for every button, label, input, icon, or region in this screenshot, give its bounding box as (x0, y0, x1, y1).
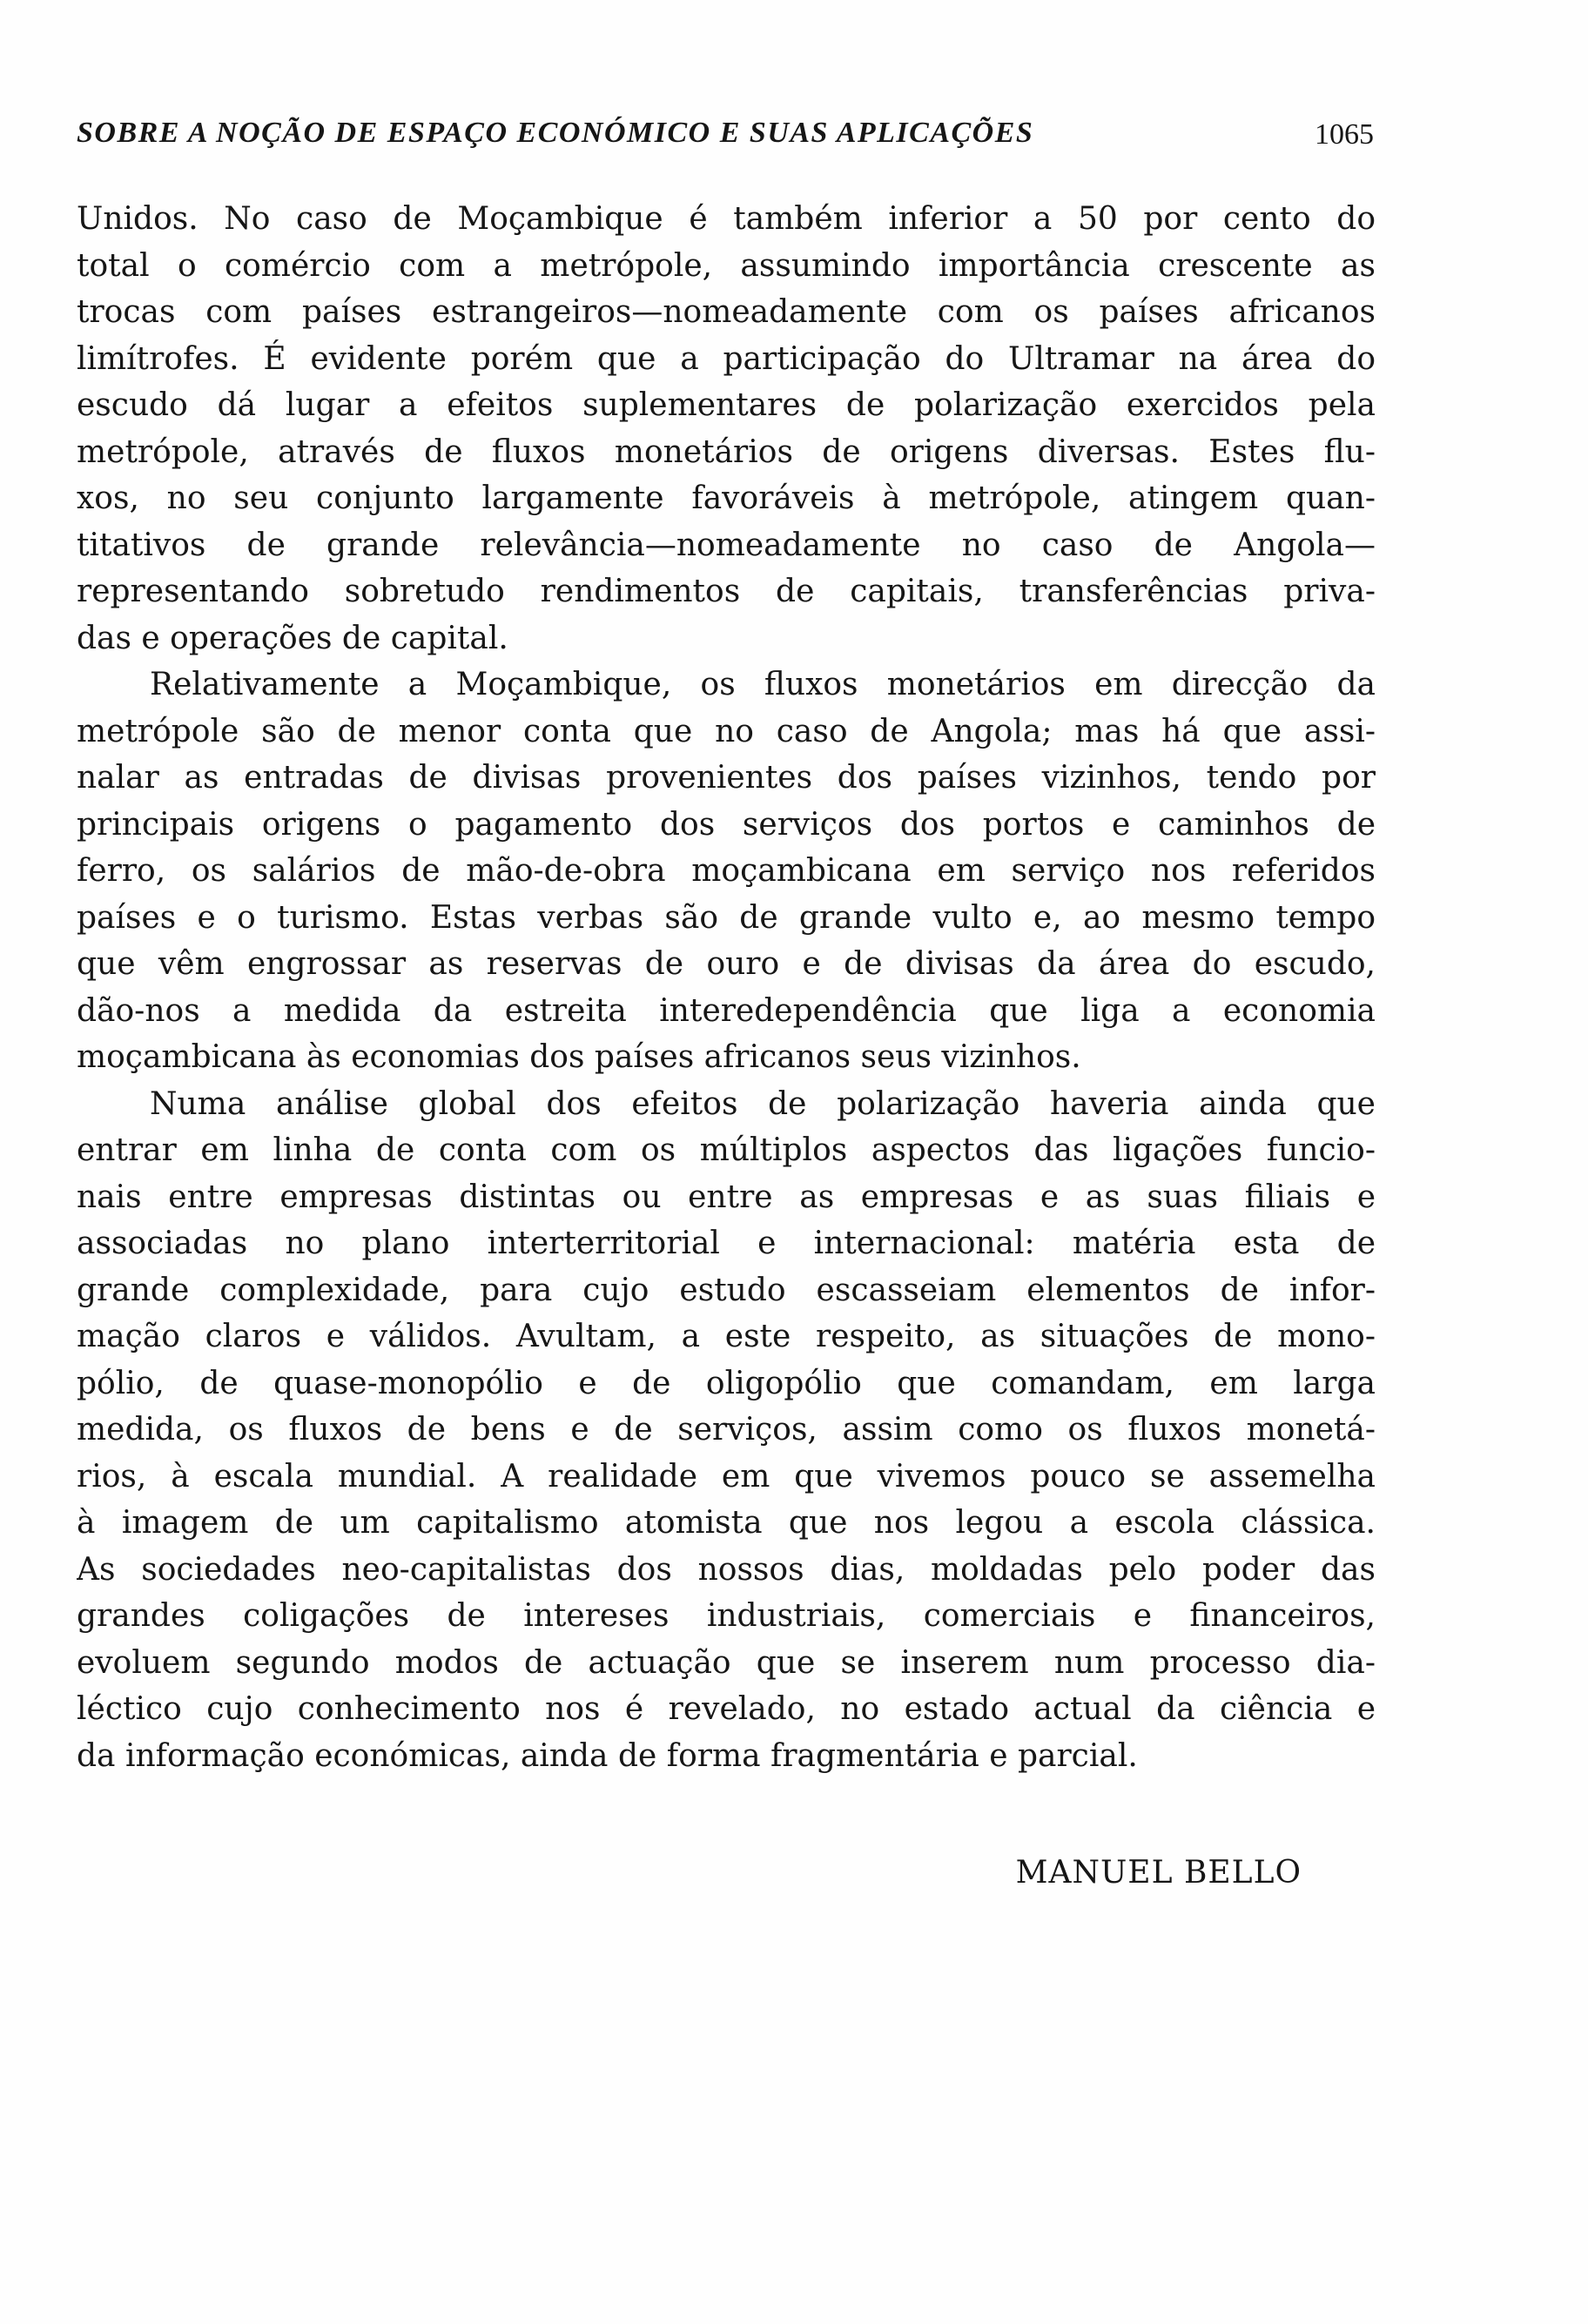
paragraph (77, 662, 1376, 1081)
text-line: da informação económicas, ainda de forma fragmentária e parcial. (77, 1737, 1138, 1774)
text-line: escudo dá lugar a efeitos suplementares de polarização exercidos pela (77, 387, 1376, 423)
author-signature: MANUEL BELLO (1015, 1855, 1302, 1891)
text-line: limítrofes. É evidente porém que a participação do Ultramar na área do (77, 340, 1376, 377)
text-line: entrar em linha de conta com os múltiplos aspectos das ligações funcio- (77, 1132, 1376, 1168)
text-line: nais entre empresas distintas ou entre as empresas e as suas filiais e (77, 1179, 1376, 1215)
text-line: metrópole, através de fluxos monetários de origens diversas. Estes flu- (77, 433, 1376, 470)
paragraph (77, 1081, 1376, 1780)
text-line: mação claros e válidos. Avultam, a este respeito, as situações de mono- (77, 1319, 1376, 1354)
text-line: países e o turismo. Estas verbas são de grande vulto e, ao mesmo tempo (77, 899, 1376, 936)
page-number: 1065 (1315, 118, 1374, 151)
text-line: Numa análise global dos efeitos de polarização haveria ainda que (150, 1085, 1376, 1122)
text-line: representando sobretudo rendimentos de capitais, transferências priva- (77, 574, 1376, 609)
running-title: SOBRE A NOÇÃO DE ESPAÇO ECONÓMICO E SUAS APLICAÇÕES (77, 117, 1034, 149)
text-line: que vêm engrossar as reservas de ouro e de divisas da área do escudo, (77, 946, 1376, 982)
text-line: ferro, os salários de mão-de-obra moçambicana em serviço nos referidos (77, 853, 1376, 889)
text-line: nalar as entradas de divisas provenientes dos países vizinhos, tendo por (77, 760, 1376, 796)
text-line: trocas com países estrangeiros—nomeadamente com os países africanos (77, 294, 1376, 330)
text-line: Unidos. No caso de Moçambique é também inferior a 50 por cento do (77, 201, 1376, 237)
text-line: medida, os fluxos de bens e de serviços, assim como os fluxos monetá- (77, 1412, 1376, 1447)
text-line: xos, no seu conjunto largamente favoráveis à metrópole, atingem quan- (77, 480, 1376, 516)
text-line: principais origens o pagamento dos serviços dos portos e caminhos de (77, 806, 1376, 843)
text-line: As sociedades neo-capitalistas dos nossos dias, moldadas pelo poder das (77, 1551, 1376, 1588)
text-line: metrópole são de menor conta que no caso de Angola; mas há que assi- (77, 713, 1376, 749)
text-line: pólio, de quase-monopólio e de oligopólio que comandam, em larga (77, 1365, 1376, 1401)
text-line: associadas no plano interterritorial e internacional: matéria esta de (77, 1226, 1376, 1261)
text-line: léctico cujo conhecimento nos é revelado, no estado actual da ciência e (77, 1691, 1376, 1727)
text-line: Relativamente a Moçambique, os fluxos monetários em direcção da (150, 667, 1376, 702)
body-text (77, 196, 1376, 1779)
paragraph (77, 196, 1376, 662)
text-line: rios, à escala mundial. A realidade em que vivemos pouco se assemelha (77, 1458, 1376, 1494)
text-line: grandes coligações de intereses industriais, comerciais e financeiros, (77, 1598, 1376, 1634)
running-head (77, 117, 1374, 160)
text-line: das e operações de capital. (77, 620, 508, 656)
text-line: à imagem de um capitalismo atomista que nos legou a escola clássica. (77, 1505, 1376, 1541)
text-line: grande complexidade, para cujo estudo escasseiam elementos de infor- (77, 1272, 1376, 1308)
text-line: evoluem segundo modos de actuação que se inserem num processo dia- (77, 1644, 1376, 1681)
text-line: dão-nos a medida da estreita interedependência que liga a economia (77, 992, 1376, 1029)
text-line: moçambicana às economias dos países africanos seus vizinhos. (77, 1039, 1081, 1075)
text-line: titativos de grande relevância—nomeadamente no caso de Angola— (77, 527, 1376, 563)
text-line: total o comércio com a metrópole, assumindo importância crescente as (77, 247, 1376, 284)
